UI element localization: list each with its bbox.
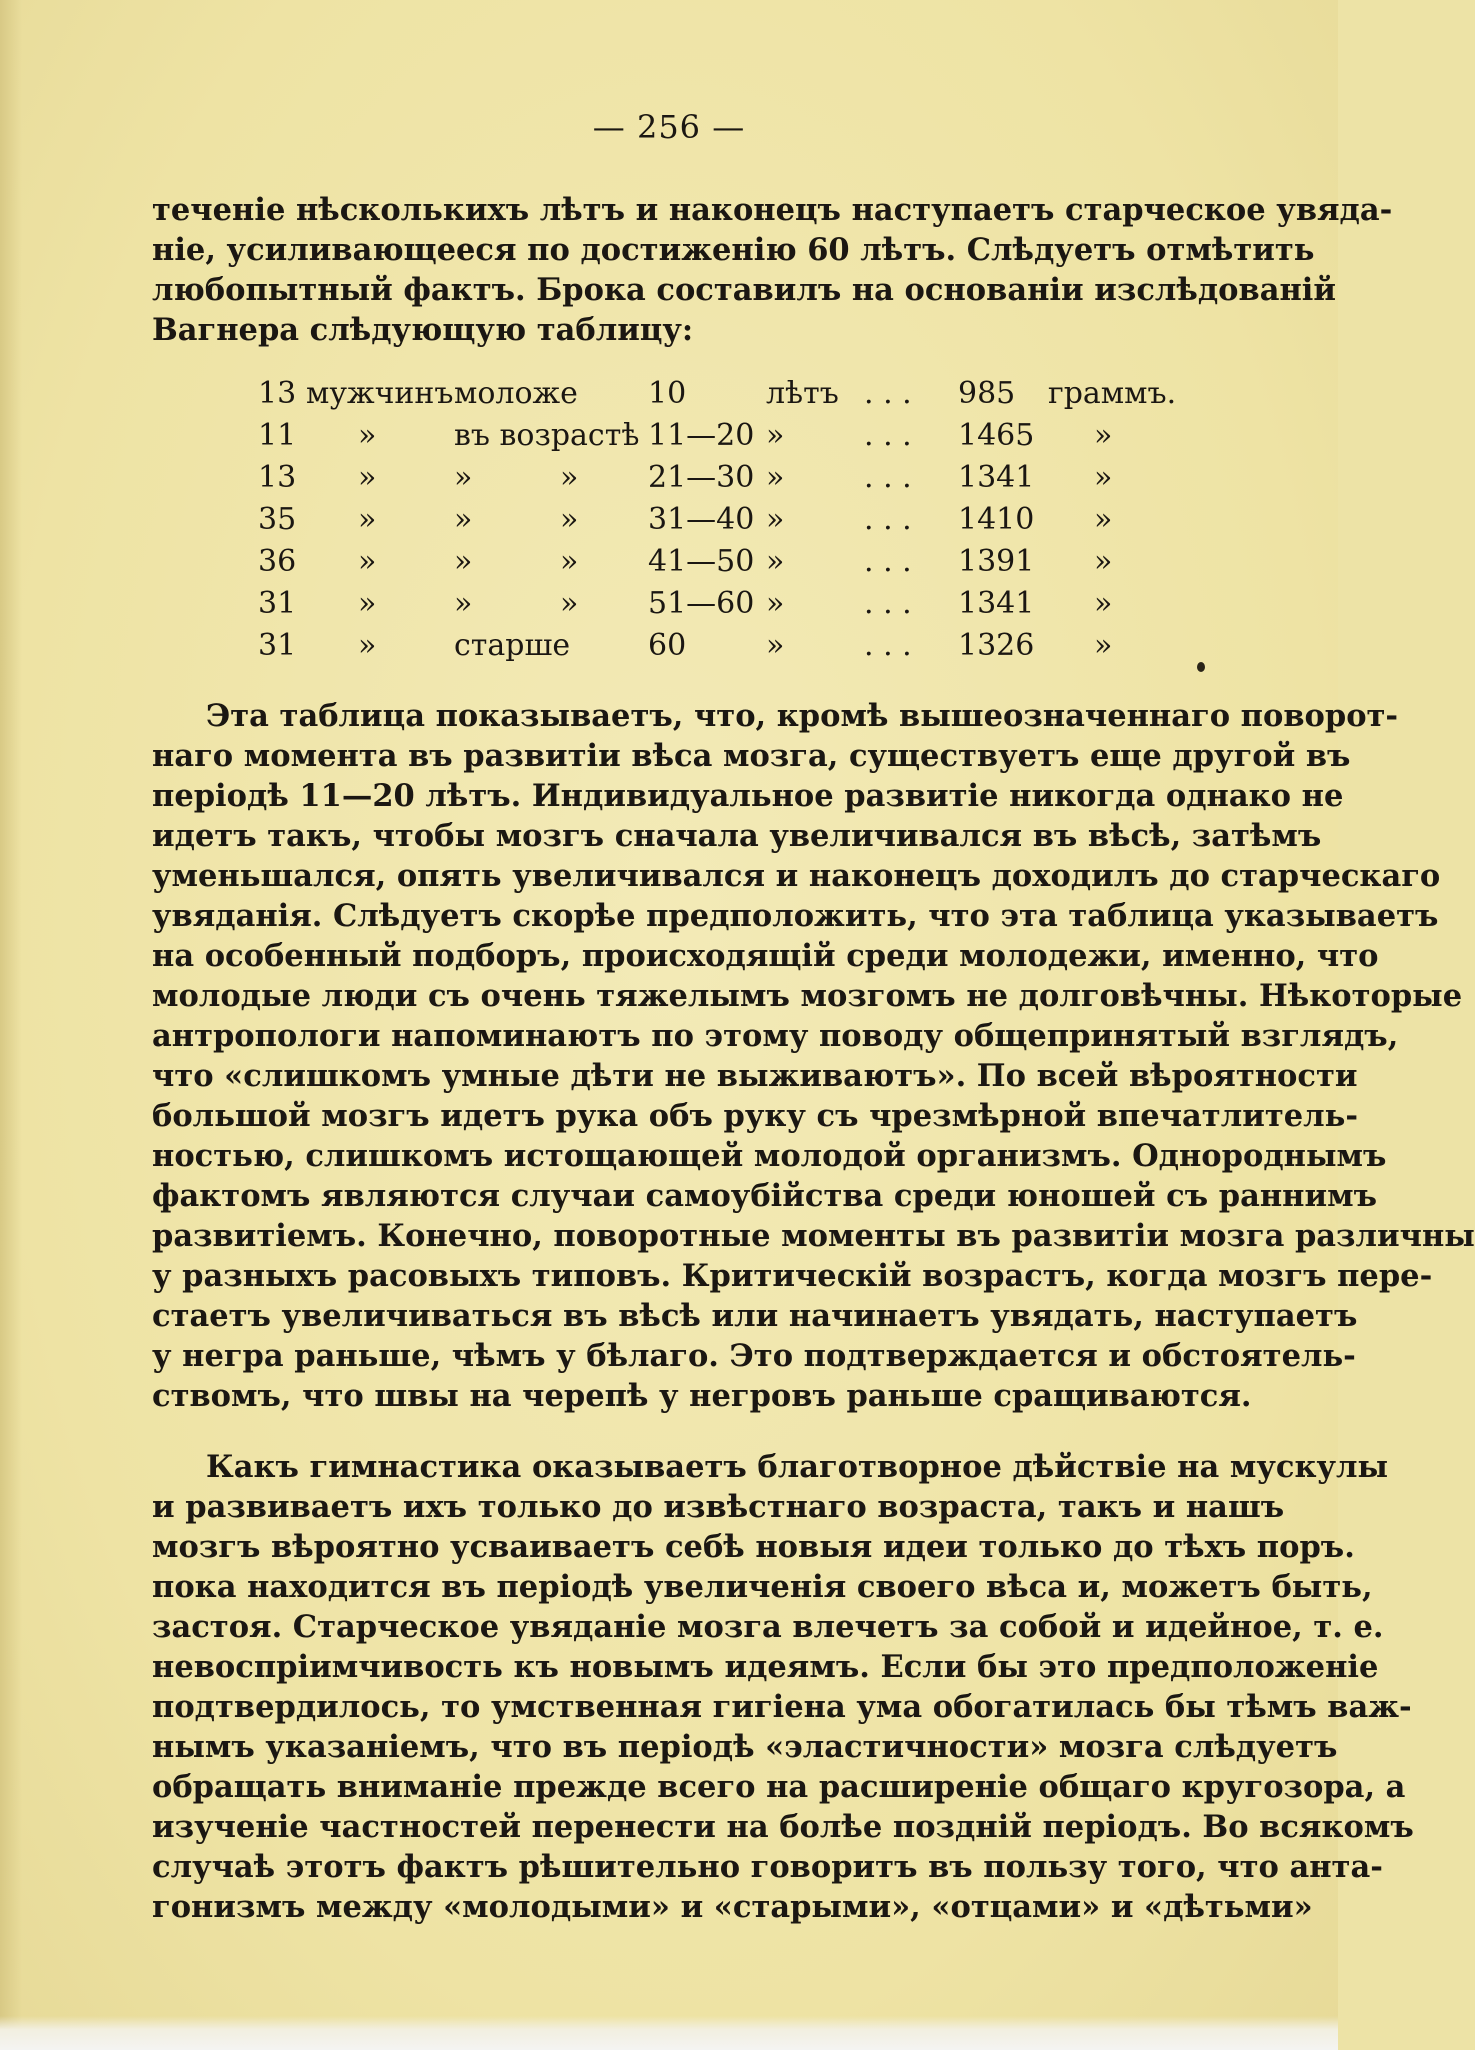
row-age-unit: » bbox=[766, 586, 785, 621]
text-line: гонизмъ между «молодыми» и «старыми», «отцами» и «дѣтьми» bbox=[152, 1889, 1313, 1925]
text-line: случаѣ этотъ фактъ рѣшительно говоритъ въ пользу того, что анта- bbox=[152, 1849, 1383, 1885]
text-line: пока находится въ періодѣ увеличенія своего вѣса и, можетъ быть, bbox=[152, 1569, 1373, 1605]
row-ditto: » bbox=[560, 460, 579, 495]
row-age: 60 bbox=[648, 628, 687, 663]
row-age-unit: » bbox=[766, 460, 785, 495]
row-count: 36 bbox=[258, 544, 297, 579]
paragraph-intro bbox=[152, 190, 1393, 350]
row-weight: 1341 bbox=[958, 460, 1035, 495]
row-age-unit: » bbox=[766, 502, 785, 537]
text-line: фактомъ являются случаи самоубійства среди юношей съ раннимъ bbox=[152, 1178, 1377, 1214]
text-line: идетъ такъ, чтобы мозгъ сначала увеличивался въ вѣсѣ, затѣмъ bbox=[152, 818, 1322, 854]
row-ditto: » bbox=[560, 502, 579, 537]
row-leader-dots: . . . bbox=[864, 460, 912, 495]
row-leader-dots: . . . bbox=[864, 418, 912, 453]
text-line: уменьшался, опять увеличивался и наконецъ доходилъ до старческаго bbox=[152, 858, 1441, 894]
table-row bbox=[258, 457, 1218, 499]
row-weight: 985 bbox=[958, 376, 1016, 411]
text-line: у разныхъ расовыхъ типовъ. Критическій возрастъ, когда мозгъ пере- bbox=[152, 1258, 1433, 1294]
row-weight-unit: » bbox=[1094, 628, 1113, 663]
text-line: увяданія. Слѣдуетъ скорѣе предположить, что эта таблица указываетъ bbox=[152, 898, 1439, 934]
row-ditto: » bbox=[358, 628, 377, 663]
row-condition: » bbox=[454, 460, 473, 495]
table-row bbox=[258, 373, 1218, 415]
row-count: 31 bbox=[258, 586, 297, 621]
row-age: 10 bbox=[648, 376, 687, 411]
row-leader-dots: . . . bbox=[864, 586, 912, 621]
page-number: — 256 — bbox=[592, 108, 746, 146]
brain-weight-table bbox=[258, 373, 1218, 667]
row-leader-dots: . . . bbox=[864, 376, 912, 411]
row-weight: 1341 bbox=[958, 586, 1035, 621]
row-leader-dots: . . . bbox=[864, 628, 912, 663]
ink-speck bbox=[1197, 662, 1205, 672]
row-condition: » bbox=[454, 502, 473, 537]
text-line: стаетъ увеличиваться въ вѣсѣ или начинаетъ увядать, наступаетъ bbox=[152, 1298, 1358, 1334]
row-weight-unit: » bbox=[1094, 544, 1113, 579]
text-line: и развиваетъ ихъ только до извѣстнаго возраста, такъ и нашъ bbox=[152, 1489, 1285, 1525]
row-age-unit: » bbox=[766, 418, 785, 453]
row-ditto: » bbox=[358, 502, 377, 537]
row-ditto: » bbox=[358, 460, 377, 495]
row-weight-unit: » bbox=[1094, 586, 1113, 621]
text-line: Вагнера слѣдующую таблицу: bbox=[152, 312, 694, 348]
paragraph-analysis bbox=[152, 696, 1475, 1416]
text-line: застоя. Старческое увяданіе мозга влечетъ за собой и идейное, т. е. bbox=[152, 1609, 1384, 1645]
row-weight-unit: » bbox=[1094, 502, 1113, 537]
table-row bbox=[258, 499, 1218, 541]
text-line: любопытный фактъ. Брока составилъ на основаніи изслѣдованій bbox=[152, 272, 1337, 308]
row-ditto: » bbox=[560, 586, 579, 621]
text-line: нымъ указаніемъ, что въ періодѣ «эластичности» мозга слѣдуетъ bbox=[152, 1729, 1338, 1765]
text-line: молодые люди съ очень тяжелымъ мозгомъ не долговѣчны. Нѣкоторые bbox=[152, 978, 1463, 1014]
text-line: обращать вниманіе прежде всего на расширеніе общаго кругозора, а bbox=[152, 1769, 1406, 1805]
row-count: 13 bbox=[258, 376, 297, 411]
text-line: наго момента въ развитіи вѣса мозга, существуетъ еще другой въ bbox=[152, 738, 1351, 774]
row-count: 11 bbox=[258, 418, 297, 453]
text-line: ніе, усиливающееся по достиженію 60 лѣтъ. Слѣдуетъ отмѣтить bbox=[152, 232, 1315, 268]
text-line: что «слишкомъ умные дѣти не выживаютъ». По всей вѣроятности bbox=[152, 1058, 1358, 1094]
text-line: Какъ гимнастика оказываетъ благотворное дѣйствіе на мускулы bbox=[206, 1449, 1389, 1485]
row-age-unit: » bbox=[766, 544, 785, 579]
page-edge-shadow bbox=[0, 0, 22, 2050]
row-count: 31 bbox=[258, 628, 297, 663]
text-line: теченіе нѣсколькихъ лѣтъ и наконецъ наступаетъ старческое увяда- bbox=[152, 192, 1393, 228]
row-condition: въ возрастѣ bbox=[454, 418, 640, 453]
text-line: мозгъ вѣроятно усваиваетъ себѣ новыя идеи только до тѣхъ поръ. bbox=[152, 1529, 1355, 1565]
row-count: 35 bbox=[258, 502, 297, 537]
text-line: подтвердилось, то умственная гигіена ума обогатилась бы тѣмъ важ- bbox=[152, 1689, 1412, 1725]
row-condition: » bbox=[454, 544, 473, 579]
table-row bbox=[258, 541, 1218, 583]
text-line: періодѣ 11—20 лѣтъ. Индивидуальное развитіе никогда однако не bbox=[152, 778, 1344, 814]
table-row bbox=[258, 625, 1218, 667]
text-line: развитіемъ. Конечно, поворотные моменты въ развитіи мозга различны bbox=[152, 1218, 1475, 1254]
text-line: Эта таблица показываетъ, что, кромѣ вышеозначеннаго поворот- bbox=[206, 698, 1399, 734]
row-condition: » bbox=[454, 586, 473, 621]
row-weight: 1326 bbox=[958, 628, 1035, 663]
row-count: 13 bbox=[258, 460, 297, 495]
table-row bbox=[258, 583, 1218, 625]
row-condition: моложе bbox=[454, 376, 578, 411]
row-age: 51—60 bbox=[648, 586, 755, 621]
row-weight-unit: » bbox=[1094, 418, 1113, 453]
text-line: на особенный подборъ, происходящій среди молодежи, именно, что bbox=[152, 938, 1379, 974]
row-weight: 1410 bbox=[958, 502, 1035, 537]
row-age: 21—30 bbox=[648, 460, 755, 495]
text-line: невоспріимчивость къ новымъ идеямъ. Если бы это предположеніе bbox=[152, 1649, 1379, 1685]
row-ditto: » bbox=[358, 586, 377, 621]
text-line: ностью, слишкомъ истощающей молодой организмъ. Однороднымъ bbox=[152, 1138, 1387, 1174]
row-ditto: » bbox=[358, 418, 377, 453]
row-leader-dots: . . . bbox=[864, 544, 912, 579]
row-weight: 1391 bbox=[958, 544, 1035, 579]
row-condition: старше bbox=[454, 628, 571, 663]
text-line: у негра раньше, чѣмъ у бѣлаго. Это подтверждается и обстоятель- bbox=[152, 1338, 1356, 1374]
text-line: изученіе частностей перенести на болѣе поздній періодъ. Во всякомъ bbox=[152, 1809, 1414, 1845]
row-age: 11—20 bbox=[648, 418, 755, 453]
row-age-unit: » bbox=[766, 628, 785, 663]
table-row bbox=[258, 415, 1218, 457]
row-weight: 1465 bbox=[958, 418, 1035, 453]
row-weight-unit: граммъ. bbox=[1048, 376, 1177, 411]
page-bottom-edge bbox=[0, 2016, 1338, 2050]
text-line: антропологи напоминаютъ по этому поводу общепринятый взглядъ, bbox=[152, 1018, 1399, 1054]
row-age-unit: лѣтъ bbox=[766, 376, 839, 411]
text-line: ствомъ, что швы на черепѣ у негровъ раньше сращиваются. bbox=[152, 1378, 1252, 1414]
row-ditto: » bbox=[560, 544, 579, 579]
row-subject: мужчинъ bbox=[306, 376, 454, 411]
row-age: 41—50 bbox=[648, 544, 755, 579]
row-age: 31—40 bbox=[648, 502, 755, 537]
row-leader-dots: . . . bbox=[864, 502, 912, 537]
row-weight-unit: » bbox=[1094, 460, 1113, 495]
row-ditto: » bbox=[358, 544, 377, 579]
text-line: большой мозгъ идетъ рука объ руку съ чрезмѣрной впечатлитель- bbox=[152, 1098, 1358, 1134]
paragraph-gymnastics bbox=[152, 1447, 1414, 1927]
